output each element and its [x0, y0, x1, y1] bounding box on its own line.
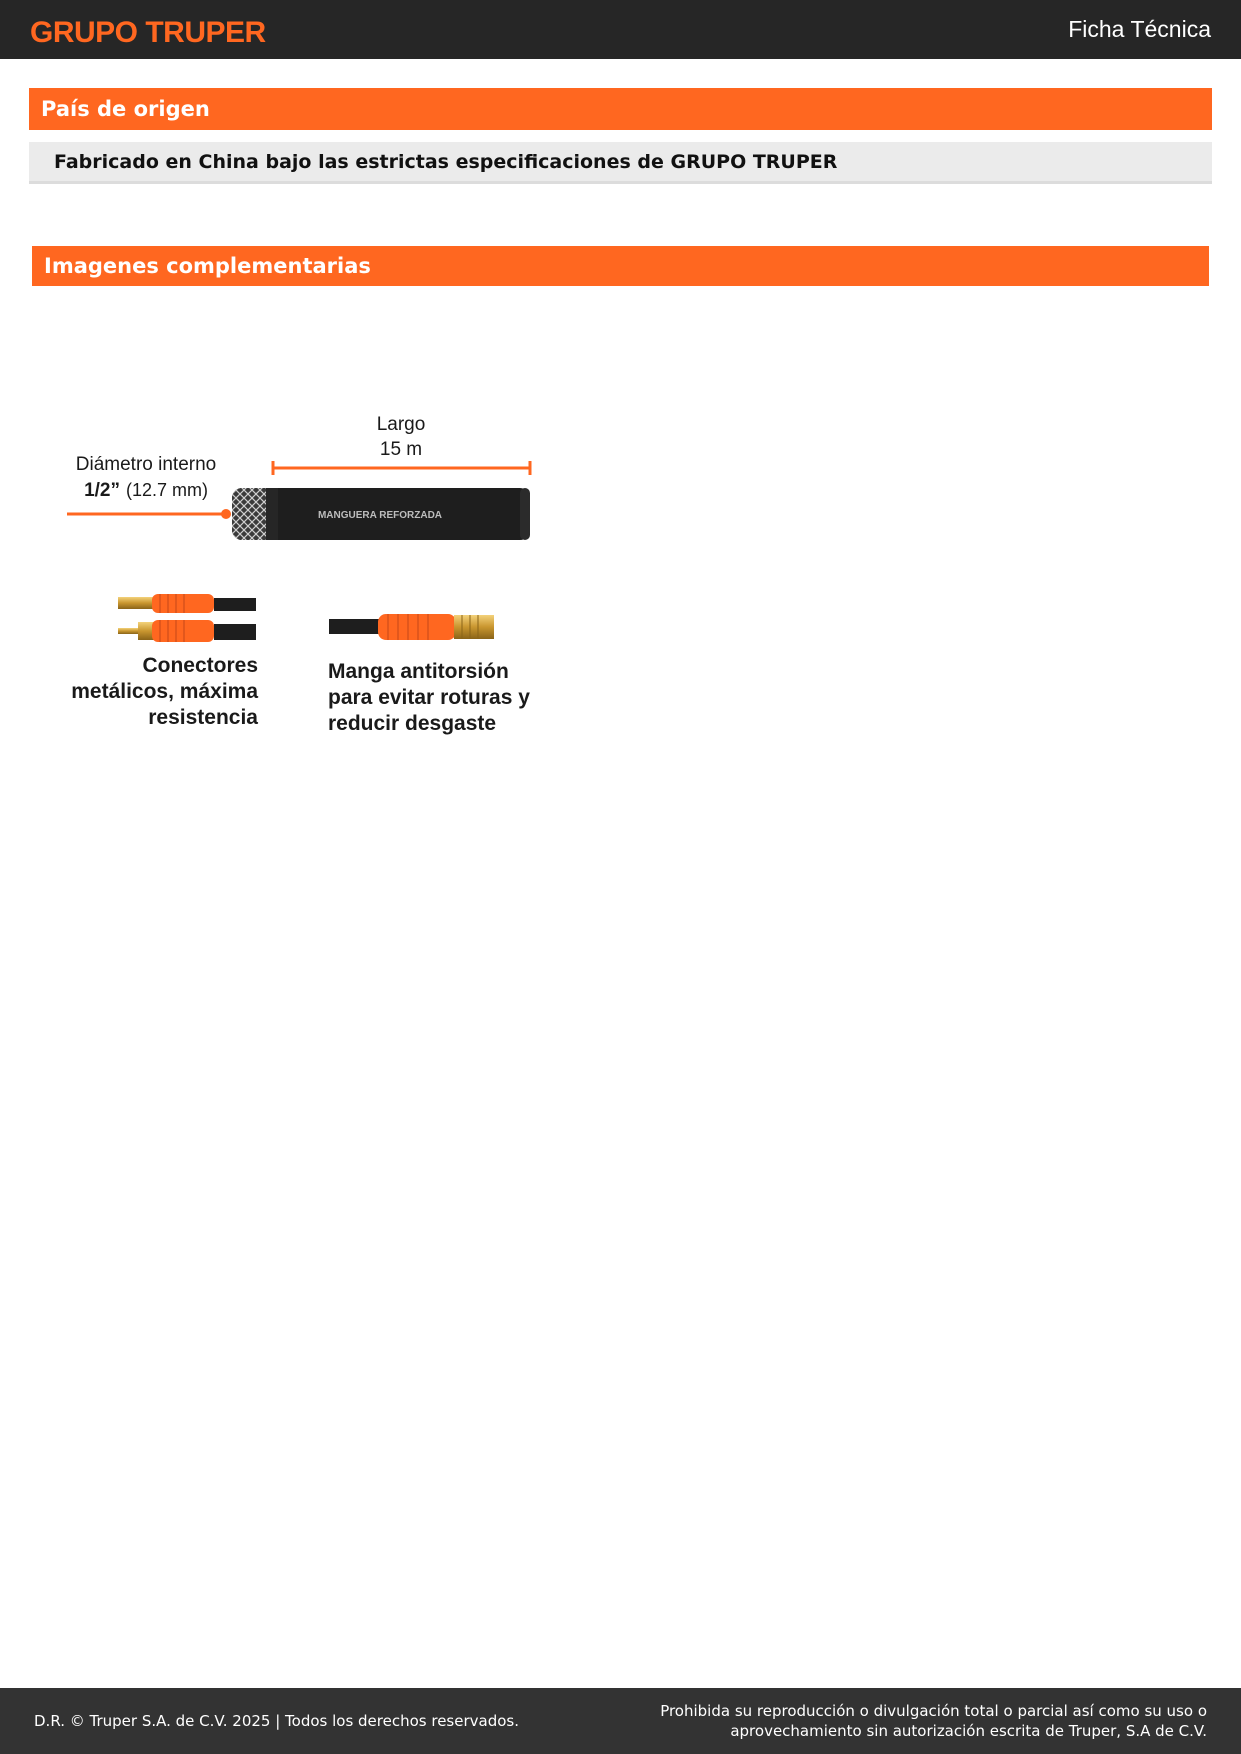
product-figure	[60, 410, 550, 740]
top-bar	[0, 0, 1241, 59]
sleeve-caption-line: reducir desgaste	[328, 712, 497, 735]
hose-diagram	[60, 410, 550, 740]
connectors-image	[118, 594, 256, 642]
images-heading: Imagenes complementarias	[32, 246, 1209, 286]
diameter-value: 1/2”	[84, 480, 120, 501]
legal-notice	[627, 1701, 1207, 1741]
legal-notice-line: Prohibida su reproducción o divulgación total o parcial así como su uso o	[660, 1702, 1207, 1720]
diameter-mm: (12.7 mm)	[126, 480, 209, 500]
diameter-label: Diámetro interno	[75, 454, 217, 475]
sleeve-image	[329, 614, 494, 640]
hose-print: MANGUERA REFORZADA	[317, 510, 443, 521]
hose-image	[232, 488, 530, 540]
sleeve-caption-line: para evitar roturas y	[328, 686, 530, 709]
connectors-caption-line: resistencia	[148, 706, 258, 729]
diameter-callout	[67, 454, 231, 519]
length-label: Largo	[376, 414, 426, 435]
origin-text: Fabricado en China bajo las estrictas especificaciones de GRUPO TRUPER	[29, 142, 1212, 184]
copyright-text: D.R. © Truper S.A. de C.V. 2025 | Todos los derechos reservados.	[34, 1712, 519, 1730]
sleeve-caption	[328, 660, 530, 735]
length-dimension	[273, 414, 530, 475]
connectors-caption-line: metálicos, máxima	[71, 680, 258, 703]
origin-heading: País de origen	[29, 88, 1212, 130]
brand-logo: GRUPO TRUPER	[30, 16, 266, 49]
length-value: 15 m	[379, 439, 423, 460]
legal-notice-line: aprovechamiento sin autorización escrita de Truper, S.A de C.V.	[730, 1722, 1207, 1740]
connectors-caption-line: Conectores	[142, 654, 258, 677]
connectors-caption	[71, 654, 258, 729]
document-title: Ficha Técnica	[1068, 16, 1211, 42]
footer	[0, 1688, 1241, 1754]
sleeve-caption-line: Manga antitorsión	[328, 660, 509, 683]
